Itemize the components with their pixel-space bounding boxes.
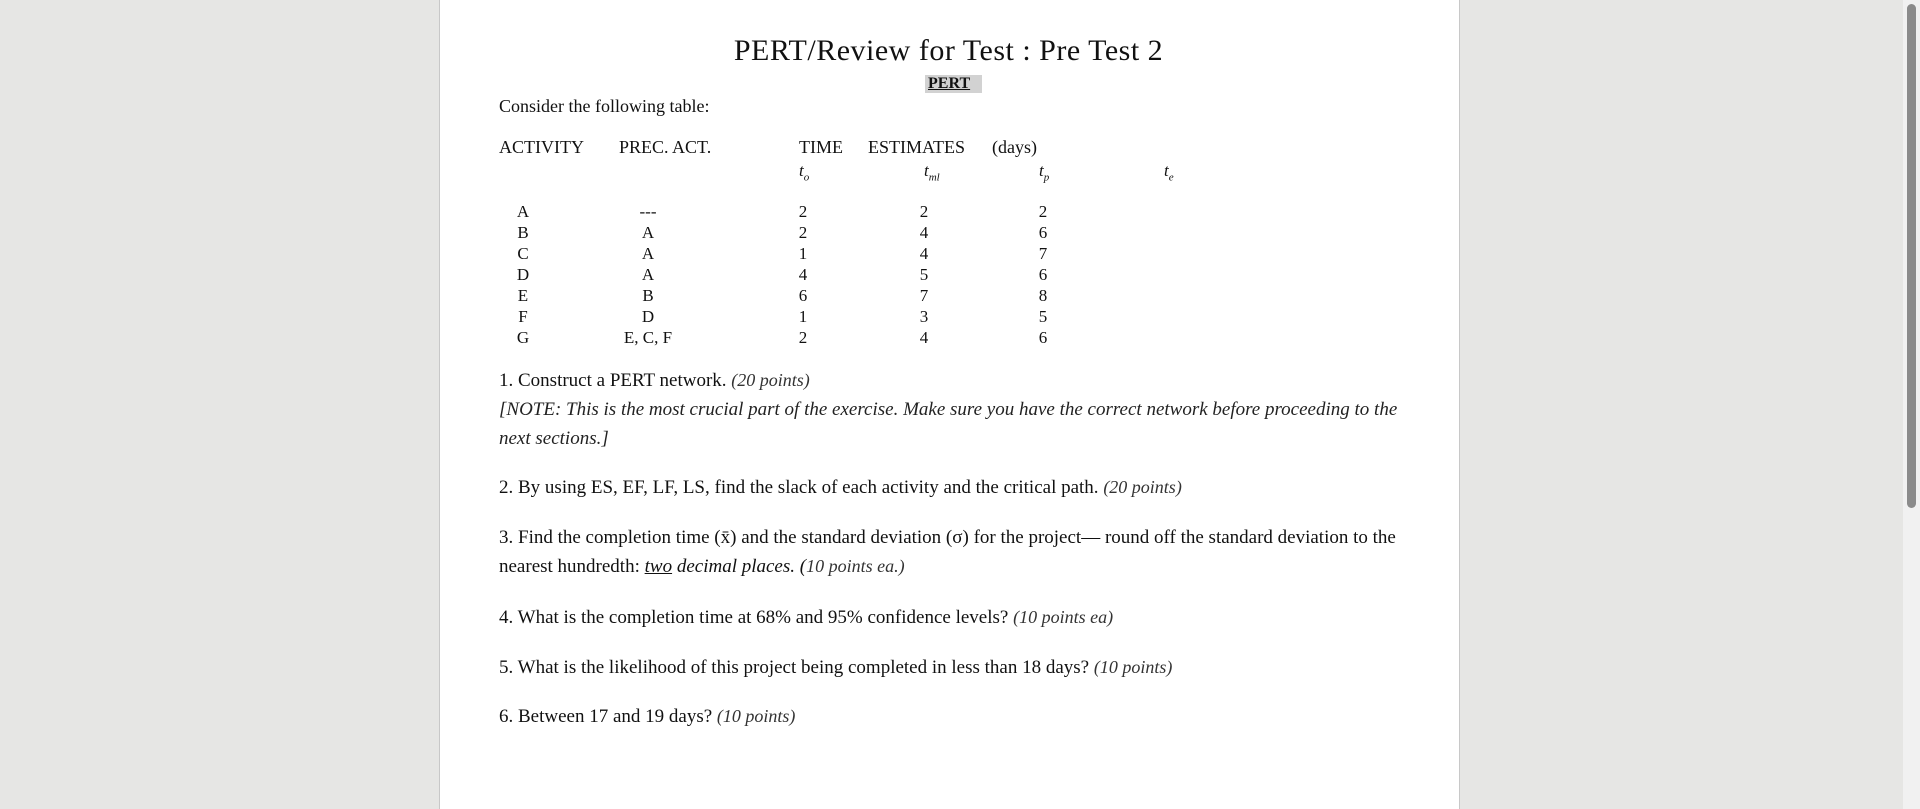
- table-cell-tp: 7: [1038, 244, 1048, 263]
- header-prec: PREC. ACT.: [619, 137, 712, 157]
- table-cell-to: 6: [798, 286, 808, 305]
- table-cell-tp: 6: [1038, 265, 1048, 284]
- header-activity: ACTIVITY: [499, 137, 584, 157]
- table-cell-to: 1: [798, 307, 808, 326]
- table-cell-tml: 4: [919, 223, 929, 242]
- header-days: (days): [992, 137, 1037, 157]
- table-cell-tp: 6: [1038, 328, 1048, 347]
- table-cell-activity: B: [517, 223, 529, 242]
- table-cell-activity: F: [518, 307, 528, 326]
- question-2: 2. By using ES, EF, LF, LS, find the slack of each activity and the critical path. (20 points): [499, 477, 1182, 498]
- table-cell-tml: 7: [919, 286, 929, 305]
- subheader-to: $t_o$: [799, 161, 810, 184]
- table-cell-activity: G: [516, 328, 530, 347]
- table-cell-prec: B: [642, 286, 654, 305]
- table-cell-prec: A: [641, 265, 655, 284]
- table-cell-tml: 5: [919, 265, 929, 284]
- scrollbar-thumb[interactable]: [1907, 4, 1916, 508]
- question-6: 6. Between 17 and 19 days? (10 points): [499, 706, 796, 727]
- question-1-note: [NOTE: This is the most crucial part of the exercise. Make sure you have the correct network before proceeding to the next sections.]: [499, 399, 1398, 449]
- table-cell-to: 1: [798, 244, 808, 263]
- subheader-te: $t_e$: [1164, 161, 1174, 184]
- table-cell-tml: 4: [919, 244, 929, 263]
- question-3: 3. Find the completion time (x̄) and the standard deviation (σ) for the project— round off the standard deviation to the nearest hundredth: two decimal places. (10 points ea.): [499, 527, 1396, 577]
- table-cell-prec: A: [641, 223, 655, 242]
- table-cell-activity: C: [517, 244, 529, 263]
- intro-text: Consider the following table:: [499, 96, 710, 116]
- subheader-tml: $t_{ml}$: [924, 161, 940, 184]
- table-cell-activity: E: [517, 286, 529, 305]
- scrollbar[interactable]: [1903, 0, 1920, 809]
- question-1: 1. Construct a PERT network. (20 points): [499, 370, 810, 391]
- table-cell-tml: 3: [919, 307, 929, 326]
- table-cell-to: 4: [798, 265, 808, 284]
- table-cell-prec: A: [641, 244, 655, 263]
- table-cell-to: 2: [798, 223, 808, 242]
- question-5: 5. What is the likelihood of this project being completed in less than 18 days? (10 points): [499, 657, 1173, 678]
- table-cell-to: 2: [798, 202, 808, 221]
- table-cell-tp: 5: [1038, 307, 1048, 326]
- page-title: PERT/Review for Test : Pre Test 2: [733, 34, 1164, 67]
- table-cell-prec: ---: [639, 202, 657, 221]
- header-estimates: ESTIMATES: [868, 137, 966, 157]
- section-label: PERT: [925, 75, 982, 93]
- table-cell-activity: A: [516, 202, 530, 221]
- table-cell-tml: 2: [919, 202, 929, 221]
- question-4: 4. What is the completion time at 68% and 95% confidence levels? (10 points ea): [499, 607, 1114, 628]
- table-cell-tml: 4: [919, 328, 929, 347]
- table-cell-prec: D: [641, 307, 655, 326]
- table-cell-prec: E, C, F: [623, 328, 673, 347]
- table-cell-to: 2: [798, 328, 808, 347]
- table-cell-tp: 8: [1038, 286, 1048, 305]
- table-cell-tp: 2: [1038, 202, 1048, 221]
- table-cell-activity: D: [516, 265, 530, 284]
- header-time: TIME: [799, 137, 843, 157]
- table-cell-tp: 6: [1038, 223, 1048, 242]
- subheader-tp: $t_p$: [1039, 161, 1050, 184]
